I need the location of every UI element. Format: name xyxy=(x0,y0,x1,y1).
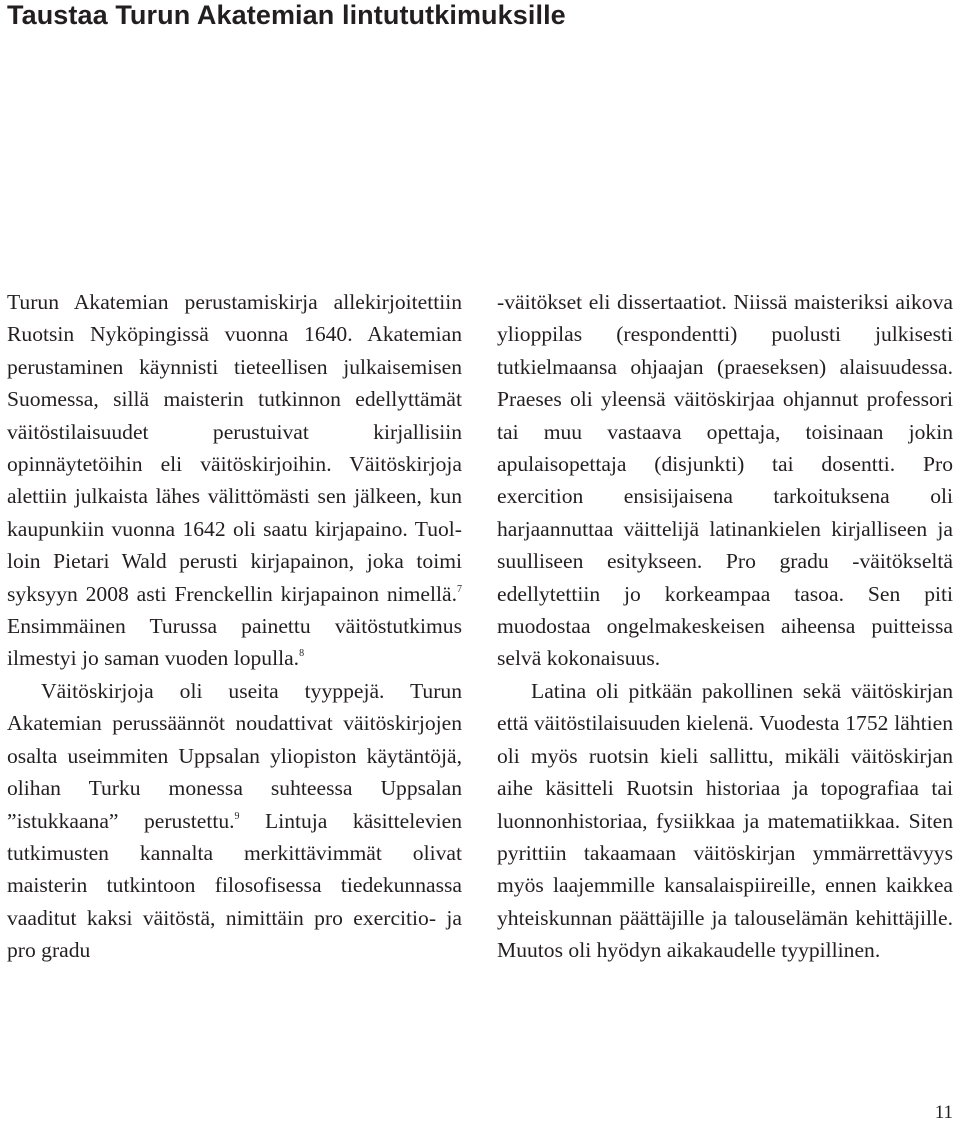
left-paragraph-1-text-a: Turun Akatemian perustamiskirja allekirjoitettiin Ruotsin Nyköpingissä vuonna 1640. Akatemian perustaminen käynnisti tieteellisen julkaisemisen Suomessa, sillä maisterin tutkinnon edellyttämät väitöstilaisuudet perustuivat kirjallisiin opinnäytetöihin eli väitöskirjoihin. Väitöskirjoja alettiin julkaista lähes välittömästi sen jälkeen, kun kaupunkiin vuonna 1642 oli saatu kirjapaino. Tuolloin Pietari Wald perusti kirjapainon, joka toimi syksyyn 2008 asti Frenckellin kirjapainon nimellä. xyxy=(7,290,462,606)
footnote-marker-7[interactable]: 7 xyxy=(457,583,462,595)
right-paragraph-1: -väitökset eli dissertaatiot. Niissä maisteriksi aikova ylioppilas (respondentti) puolusti julkisesti tutkielmaansa ohjaajan (praeseksen) alaisuudessa. Praeses oli yleensä väitöskirjaa ohjannut professori tai muu vastaava opettaja, toisinaan jokin apulaisopettaja (disjunkti) tai dosentti. Pro exercition ensisijaisena tarkoituksena oli harjaannuttaa väittelijä latinankielen kirjalliseen ja suulliseen esitykseen. Pro gradu -väitökseltä edellytettiin jo korkeampaa tasoa. Sen piti muodostaa ongelmakeskeisen aiheensa puitteissa selvä kokonaisuus. xyxy=(497,290,953,671)
left-paragraph-2-text-b: Lintuja käsittelevien tutkimusten kannalta merkittävimmät olivat maisterin tutkintoon filosofisessa tiedekunnassa vaaditut kaksi väitöstä, nimittäin pro exercitio- ja pro gradu xyxy=(7,808,462,963)
left-paragraph-1-text-b: Ensimmäinen Turussa painettu väitöstutkimus ilmestyi jo saman vuoden lopulla. xyxy=(7,614,462,671)
page-title: Taustaa Turun Akatemian lintututkimuksille xyxy=(7,0,566,30)
left-column xyxy=(7,286,462,967)
right-paragraph-2: Latina oli pitkään pakollinen sekä väitöskirjan että väitöstilaisuuden kielenä. Vuodesta 1752 lähtien oli myös ruotsin kieli sallittu, mikäli väitöskirjan aihe käsitteli Ruotsin historiaa ja topografiaa tai luonnonhistoriaa, fysiikkaa ja matematiikkaa. Siten pyrittiin takaamaan väitöskirjan ymmärrettävyys myös laajemmille kansalaispiireille, ennen kaikkea yhteiskunnan päättäjille ja talouselämän kehittäjille. Muutos oli hyödyn aikakaudelle tyypillinen. xyxy=(497,678,953,963)
left-paragraph-1 xyxy=(7,286,462,675)
left-paragraph-2 xyxy=(7,675,462,967)
right-column xyxy=(497,286,953,967)
left-paragraph-2-text-a: Väitöskirjoja oli useita tyyppejä. Turun Akatemian perussäännöt noudattivat väitöskirjojen osalta useimmiten Uppsalan yliopiston käytäntöjä, olihan Turku monessa suhteessa Uppsalan ”istukkaana” perustettu. xyxy=(7,678,462,833)
page-number: 11 xyxy=(934,1102,953,1123)
footnote-marker-9[interactable]: 9 xyxy=(234,810,240,822)
footnote-marker-8[interactable]: 8 xyxy=(299,648,305,660)
